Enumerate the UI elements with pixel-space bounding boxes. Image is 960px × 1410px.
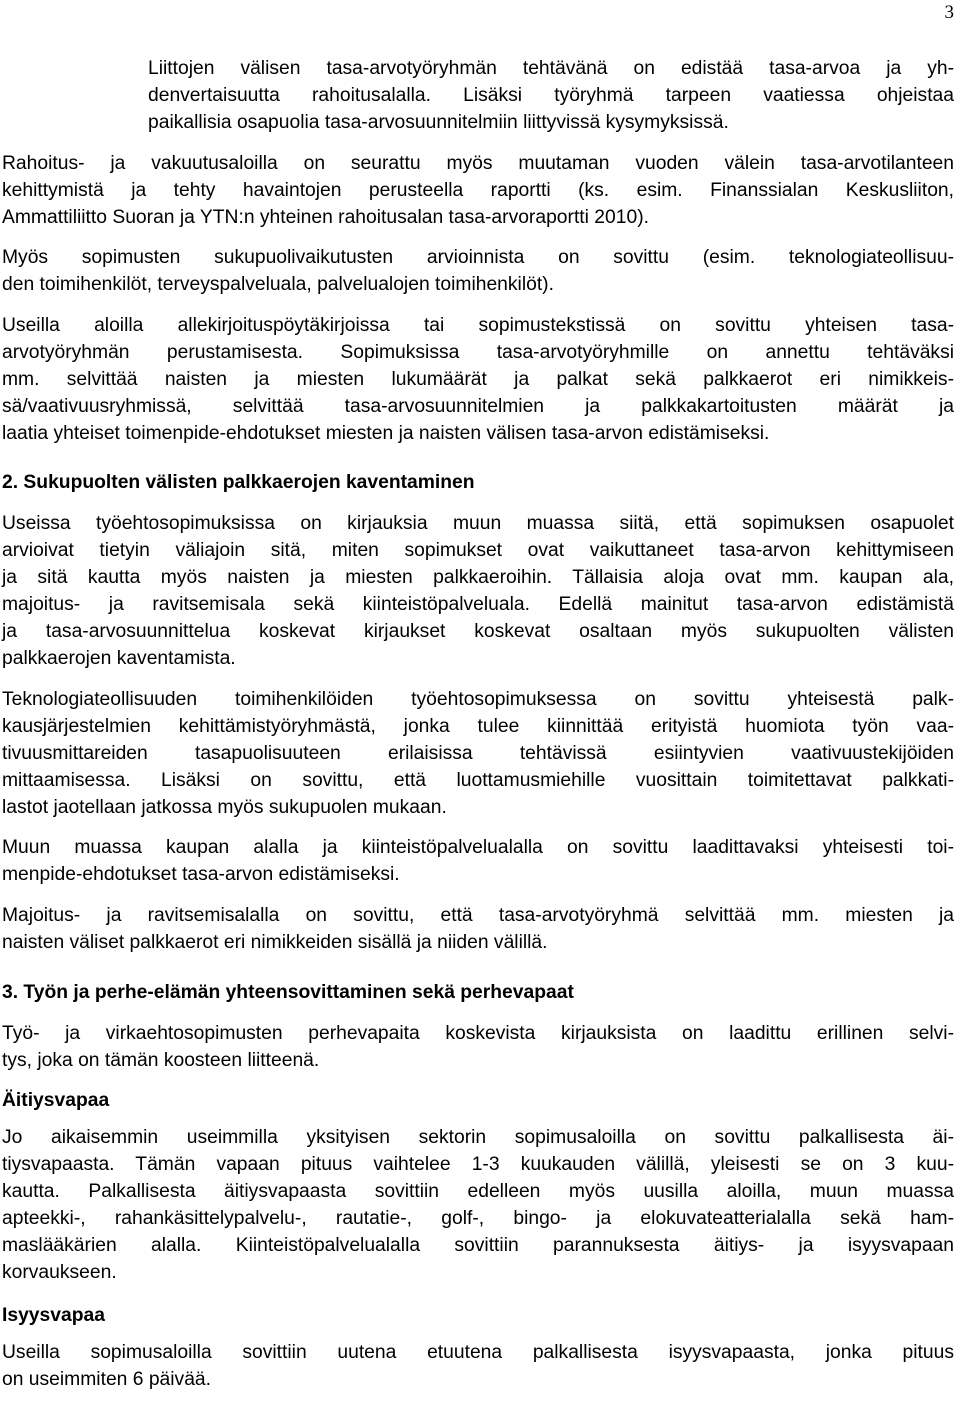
text-line: Useissa työehtosopimuksissa on kirjauksia muun muassa siitä, että sopimuksen osapuolet — [2, 513, 954, 534]
text-line: mittaamisessa. Lisäksi on sovittu, että luottamusmiehille vuosittain toimitettavat palkkati- — [2, 770, 954, 791]
text-line: Liittojen välisen tasa-arvotyöryhmän tehtävänä on edistää tasa-arvoa ja yh- — [148, 58, 954, 79]
text-line: Useilla sopimusaloilla sovittiin uutena etuutena palkallisesta isyysvapaasta, jonka pituus — [2, 1342, 954, 1363]
text-line: denvertaisuutta rahoitusalalla. Lisäksi työryhmä tarpeen vaatiessa ohjeistaa — [148, 85, 954, 106]
text-line: Teknologiateollisuuden toimihenkilöiden työehtosopimuksessa on sovittu yhteisestä palk- — [2, 689, 954, 710]
page-number: 3 — [944, 2, 954, 23]
text-line: Rahoitus- ja vakuutusaloilla on seurattu myös muutaman vuoden välein tasa-arvotilanteen — [2, 153, 954, 174]
text-line: sä/vaativuusryhmissä, selvittää tasa-arvosuunnitelmien ja palkkakartoitusten määrät ja — [2, 396, 954, 417]
text-line: on useimmiten 6 päivää. — [2, 1369, 211, 1390]
text-line: apteekki-, rahankäsittelypalvelu-, rautatie-, golf-, bingo- ja elokuvateatterialalla sekä ham- — [2, 1208, 954, 1229]
section-heading: Äitiysvapaa — [2, 1090, 110, 1111]
text-line: lastot jaotellaan jatkossa myös sukupuolen mukaan. — [2, 797, 447, 818]
text-line: Useilla aloilla allekirjoituspöytäkirjoissa tai sopimustekstissä on sovittu yhteisen tasa- — [2, 315, 954, 336]
text-line: Ammattiliitto Suoran ja YTN:n yhteinen rahoitusalan tasa-arvoraportti 2010). — [2, 207, 649, 228]
text-line: ja sitä kautta myös naisten ja miesten palkkaeroihin. Tällaisia aloja ovat mm. kaupan ala, — [2, 567, 954, 588]
text-line: Myös sopimusten sukupuolivaikutusten arvioinnista on sovittu (esim. teknologiateollisuu- — [2, 247, 954, 268]
text-line: den toimihenkilöt, terveyspalveluala, palvelualojen toimihenkilöt). — [2, 274, 554, 295]
text-line: Työ- ja virkaehtosopimusten perhevapaita koskevista kirjauksista on laadittu erillinen selvi- — [2, 1023, 954, 1044]
text-line: palkkaerojen kaventamista. — [2, 648, 236, 669]
text-line: Jo aikaisemmin useimmilla yksityisen sektorin sopimusaloilla on sovittu palkallisesta äi- — [2, 1127, 954, 1148]
text-line: tivuusmittareiden tasapuolisuuteen erilaisissa tehtävissä esiintyvien vaativuustekijöiden — [2, 743, 954, 764]
section-heading: 2. Sukupuolten välisten palkkaerojen kaventaminen — [2, 472, 475, 493]
text-line: maslääkärien alalla. Kiinteistöpalvelualalla sovittiin parannuksesta äitiys- ja isyysvapaan — [2, 1235, 954, 1256]
text-line: tiysvapaasta. Tämän vapaan pituus vaihtelee 1-3 kuukauden välillä, yleisesti se on 3 kuu- — [2, 1154, 954, 1175]
text-line: korvaukseen. — [2, 1262, 117, 1283]
text-line: ja tasa-arvosuunnittelua koskevat kirjaukset koskevat osaltaan myös sukupuolten välisten — [2, 621, 954, 642]
section-heading: 3. Työn ja perhe-elämän yhteensovittaminen sekä perhevapaat — [2, 982, 574, 1003]
text-line: arvotyöryhmän perustamisesta. Sopimuksissa tasa-arvotyöryhmille on annettu tehtäväksi — [2, 342, 954, 363]
text-line: tys, joka on tämän koosteen liitteenä. — [2, 1050, 320, 1071]
text-line: majoitus- ja ravitsemisala sekä kiinteistöpalveluala. Edellä mainitut tasa-arvon edistämistä — [2, 594, 954, 615]
text-line: kausjärjestelmien kehittämistyöryhmästä, jonka tulee kiinnittää erityistä huomiota työn vaa- — [2, 716, 954, 737]
text-line: laatia yhteiset toimenpide-ehdotukset miesten ja naisten välisen tasa-arvon edistämiseksi. — [2, 423, 770, 444]
text-line: mm. selvittää naisten ja miesten lukumäärät ja palkat sekä palkkaerot eri nimikkeis- — [2, 369, 954, 390]
text-line: Majoitus- ja ravitsemisalalla on sovittu, että tasa-arvotyöryhmä selvittää mm. miesten ja — [2, 905, 954, 926]
text-line: Muun muassa kaupan alalla ja kiinteistöpalvelualalla on sovittu laadittavaksi yhteisesti toi- — [2, 837, 954, 858]
text-line: kautta. Palkallisesta äitiysvapaasta sovittiin edelleen myös uusilla aloilla, muun muassa — [2, 1181, 954, 1202]
text-line: menpide-ehdotukset tasa-arvon edistämiseksi. — [2, 864, 400, 885]
section-heading: Isyysvapaa — [2, 1305, 105, 1326]
text-line: kehittymistä ja tehty havaintojen perusteella raportti (ks. esim. Finanssialan Keskusliiton, — [2, 180, 954, 201]
text-line: naisten väliset palkkaerot eri nimikkeiden sisällä ja niiden välillä. — [2, 932, 548, 953]
text-line: arvioivat tietyin väliajoin sitä, miten sopimukset ovat vaikuttaneet tasa-arvon kehittymiseen — [2, 540, 954, 561]
text-line: paikallisia osapuolia tasa-arvosuunnitelmiin liittyvissä kysymyksissä. — [148, 112, 729, 133]
